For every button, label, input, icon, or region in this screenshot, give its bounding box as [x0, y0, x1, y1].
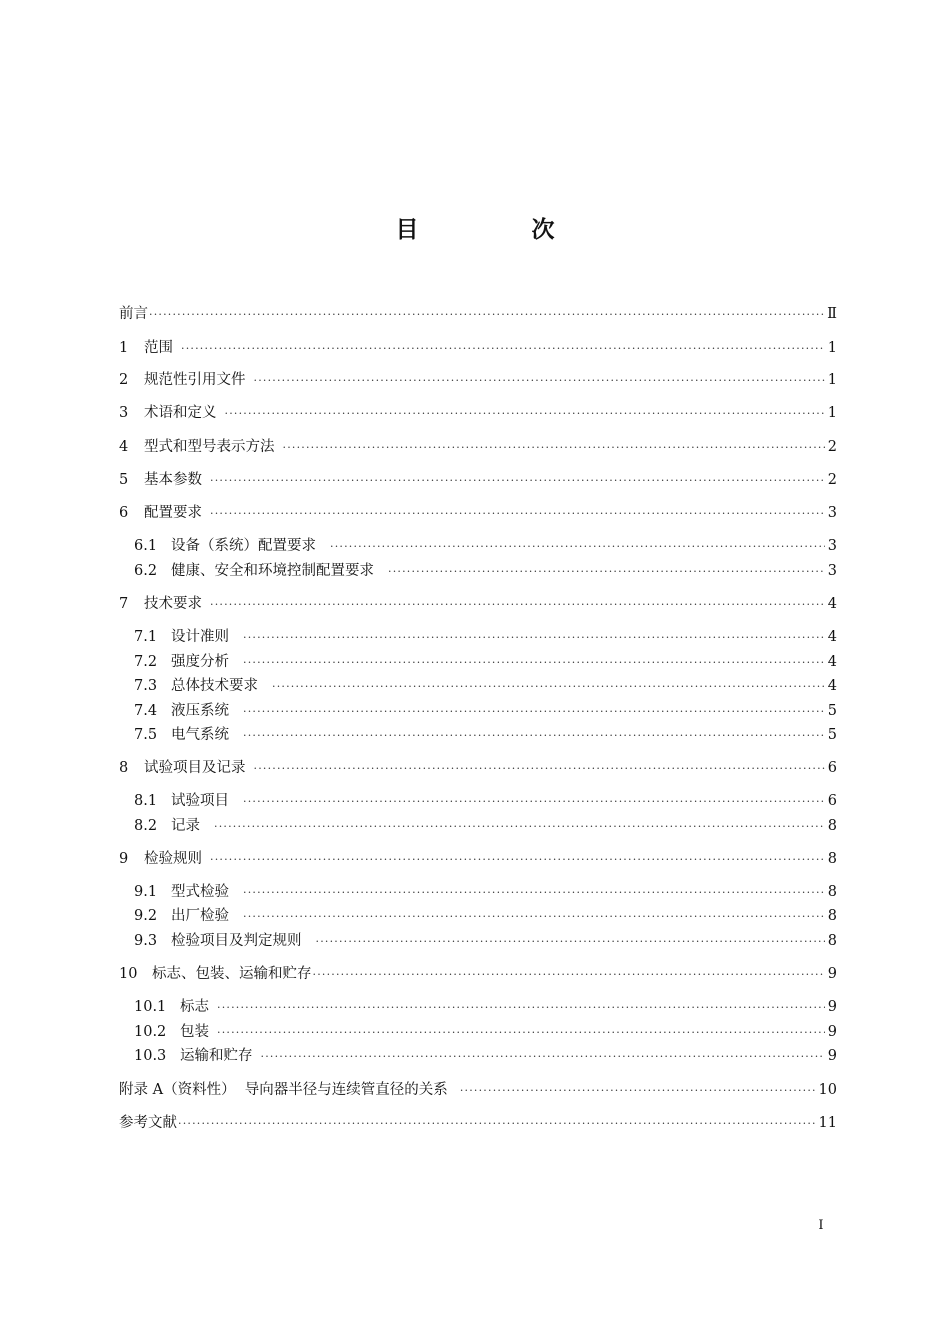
- toc-entry-text: 检验规则: [144, 851, 202, 867]
- toc-entry-number: 10.3: [134, 1048, 167, 1064]
- toc-leader-dots: [178, 1114, 817, 1134]
- toc-entry-text: 出厂检验: [171, 908, 229, 924]
- toc-page-number: 5: [827, 703, 837, 719]
- toc-page-number: 11: [818, 1115, 837, 1131]
- toc-page-number: 4: [827, 654, 837, 670]
- toc-page-number: 9: [827, 1048, 837, 1064]
- toc-entry-4[interactable]: [119, 437, 837, 457]
- toc-leader-dots: [225, 404, 825, 424]
- toc-leader-dots: [210, 471, 825, 491]
- toc-leader-dots: [217, 1023, 825, 1043]
- toc-leader-dots: [243, 653, 825, 673]
- toc-entry-number: 8.1: [134, 793, 158, 809]
- toc-entry-text: 检验项目及判定规则: [171, 933, 302, 949]
- page-title: 目 次: [395, 217, 600, 243]
- toc-entry-text: 参考文献: [119, 1115, 177, 1131]
- toc-entry-9-2[interactable]: [134, 906, 837, 926]
- toc-entry-number: 7: [119, 596, 129, 612]
- toc-entry-text: 附录 A（资料性） 导向器半径与连续管直径的关系: [119, 1082, 448, 1098]
- toc-entry-number: 9.1: [134, 884, 158, 900]
- toc-entry-number: 7.1: [134, 629, 158, 645]
- toc-leader-dots: [283, 438, 825, 458]
- toc-entry-text: 标志、包装、运输和贮存: [152, 966, 312, 982]
- toc-leader-dots: [254, 759, 825, 779]
- toc-entry-text: 强度分析: [171, 654, 229, 670]
- toc-entry-7-2[interactable]: [134, 652, 837, 672]
- toc-leader-dots: [313, 965, 825, 985]
- toc-leader-dots: [254, 371, 825, 391]
- toc-entry-2[interactable]: [119, 370, 837, 390]
- toc-page-number: 8: [827, 933, 837, 949]
- toc-leader-dots: [272, 677, 825, 697]
- toc-page-number: 10: [818, 1082, 837, 1098]
- toc-entry-text: 电气系统: [171, 727, 229, 743]
- toc-entry-5[interactable]: [119, 470, 837, 490]
- toc-entry-6-1[interactable]: [134, 536, 837, 556]
- toc-entry-number: 9.2: [134, 908, 158, 924]
- toc-entry-text: 健康、安全和环境控制配置要求: [171, 563, 374, 579]
- toc-leader-dots: [217, 998, 825, 1018]
- toc-page-number: 9: [827, 966, 837, 982]
- toc-entry-text: 液压系统: [171, 703, 229, 719]
- toc-entry-number: 6.1: [134, 538, 158, 554]
- toc-page-number: 4: [827, 629, 837, 645]
- toc-entry-text: 总体技术要求: [171, 678, 258, 694]
- toc-entry-text: 试验项目及记录: [144, 760, 246, 776]
- toc-page-number: 8: [827, 818, 837, 834]
- toc-entry-number: 7.5: [134, 727, 158, 743]
- toc-entry-9-1[interactable]: [134, 882, 837, 902]
- toc-entry-7-1[interactable]: [134, 627, 837, 647]
- toc-leader-dots: [149, 305, 824, 325]
- toc-page-number: Ⅱ: [827, 306, 837, 322]
- toc-entry-text: 配置要求: [144, 505, 202, 521]
- toc-leader-dots: [243, 628, 825, 648]
- toc-leader-dots: [261, 1047, 825, 1067]
- toc-page-number: 1: [827, 372, 837, 388]
- toc-page-number: 6: [827, 793, 837, 809]
- toc-page-number: 8: [827, 851, 837, 867]
- toc-leader-dots: [181, 339, 825, 359]
- toc-page-number: 9: [827, 999, 837, 1015]
- toc-entry-number: 7.2: [134, 654, 158, 670]
- toc-leader-dots: [460, 1081, 817, 1101]
- toc-entry-10-1[interactable]: [134, 997, 837, 1017]
- toc-entry-number: 4: [119, 439, 129, 455]
- toc-entry-text: 基本参数: [144, 472, 202, 488]
- toc-leader-dots: [243, 702, 825, 722]
- toc-entry-text: 规范性引用文件: [144, 372, 246, 388]
- toc-entry-number: 6.2: [134, 563, 158, 579]
- toc-entry-8-1[interactable]: [134, 791, 837, 811]
- toc-entry-number: 7.3: [134, 678, 158, 694]
- toc-entry-text: 包装: [180, 1024, 209, 1040]
- toc-entry-text: 型式检验: [171, 884, 229, 900]
- toc-entry-6[interactable]: [119, 503, 837, 523]
- toc-entry-number: 8.2: [134, 818, 158, 834]
- toc-leader-dots: [330, 537, 825, 557]
- toc-entry-text: 设计准则: [171, 629, 229, 645]
- toc-entry-7-5[interactable]: [134, 725, 837, 745]
- toc-leader-dots: [210, 595, 825, 615]
- toc-entry-10[interactable]: [119, 964, 837, 984]
- toc-entry-10-2[interactable]: [134, 1022, 837, 1042]
- toc-entry-appendix-a[interactable]: [119, 1080, 837, 1100]
- toc-entry-1[interactable]: [119, 338, 837, 358]
- toc-entry-number: 6: [119, 505, 129, 521]
- toc-entry-number: 3: [119, 405, 129, 421]
- toc-entry-7-4[interactable]: [134, 701, 837, 721]
- toc-entry-number: 2: [119, 372, 129, 388]
- toc-leader-dots: [243, 726, 825, 746]
- toc-leader-dots: [243, 907, 825, 927]
- toc-entry-7[interactable]: [119, 594, 837, 614]
- toc-entry-text: 型式和型号表示方法: [144, 439, 275, 455]
- toc-entry-9-3[interactable]: [134, 931, 837, 951]
- toc-leader-dots: [388, 562, 825, 582]
- toc-page-number: 4: [827, 678, 837, 694]
- toc-page-number: 8: [827, 908, 837, 924]
- toc-entry-foreword[interactable]: [119, 304, 837, 324]
- toc-entry-text: 运输和贮存: [180, 1048, 253, 1064]
- toc-entry-number: 8: [119, 760, 129, 776]
- toc-leader-dots: [210, 850, 825, 870]
- toc-page-number: 4: [827, 596, 837, 612]
- toc-entry-number: 10.1: [134, 999, 167, 1015]
- toc-entry-text: 标志: [180, 999, 209, 1015]
- toc-page-number: 2: [827, 439, 837, 455]
- toc-entry-bibliography[interactable]: [119, 1113, 837, 1133]
- toc-page-number: 8: [827, 884, 837, 900]
- toc-entry-8-2[interactable]: [134, 816, 837, 836]
- toc-entry-number: 9.3: [134, 933, 158, 949]
- toc-entry-text: 技术要求: [144, 596, 202, 612]
- toc-page-number: 1: [827, 340, 837, 356]
- toc-entry-number: 9: [119, 851, 129, 867]
- toc-entry-8[interactable]: [119, 758, 837, 778]
- toc-leader-dots: [210, 504, 825, 524]
- toc-entry-number: 5: [119, 472, 129, 488]
- toc-entry-text: 范围: [144, 340, 173, 356]
- toc-entry-9[interactable]: [119, 849, 837, 869]
- toc-entry-text: 前言: [119, 306, 148, 322]
- toc-entry-number: 10: [119, 966, 138, 982]
- toc-entry-3[interactable]: [119, 403, 837, 423]
- toc-entry-text: 术语和定义: [144, 405, 217, 421]
- toc-leader-dots: [214, 817, 825, 837]
- toc-leader-dots: [316, 932, 825, 952]
- toc-entry-number: 10.2: [134, 1024, 167, 1040]
- toc-page-number: 2: [827, 472, 837, 488]
- toc-page-number: 1: [827, 405, 837, 421]
- toc-entry-text: 记录: [171, 818, 200, 834]
- toc-page-number: 3: [827, 505, 837, 521]
- toc-entry-6-2[interactable]: [134, 561, 837, 581]
- toc-leader-dots: [243, 883, 825, 903]
- toc-entry-number: 1: [119, 340, 129, 356]
- footer-page-number: I: [818, 1218, 824, 1233]
- toc-entry-7-3[interactable]: [134, 676, 837, 696]
- toc-page-number: 5: [827, 727, 837, 743]
- toc-entry-text: 设备（系统）配置要求: [171, 538, 316, 554]
- toc-entry-text: 试验项目: [171, 793, 229, 809]
- toc-leader-dots: [243, 792, 825, 812]
- toc-entry-number: 7.4: [134, 703, 158, 719]
- toc-entry-10-3[interactable]: [134, 1046, 837, 1066]
- toc-page-number: 6: [827, 760, 837, 776]
- toc-page-number: 3: [827, 538, 837, 554]
- toc-page-number: 9: [827, 1024, 837, 1040]
- toc-page-number: 3: [827, 563, 837, 579]
